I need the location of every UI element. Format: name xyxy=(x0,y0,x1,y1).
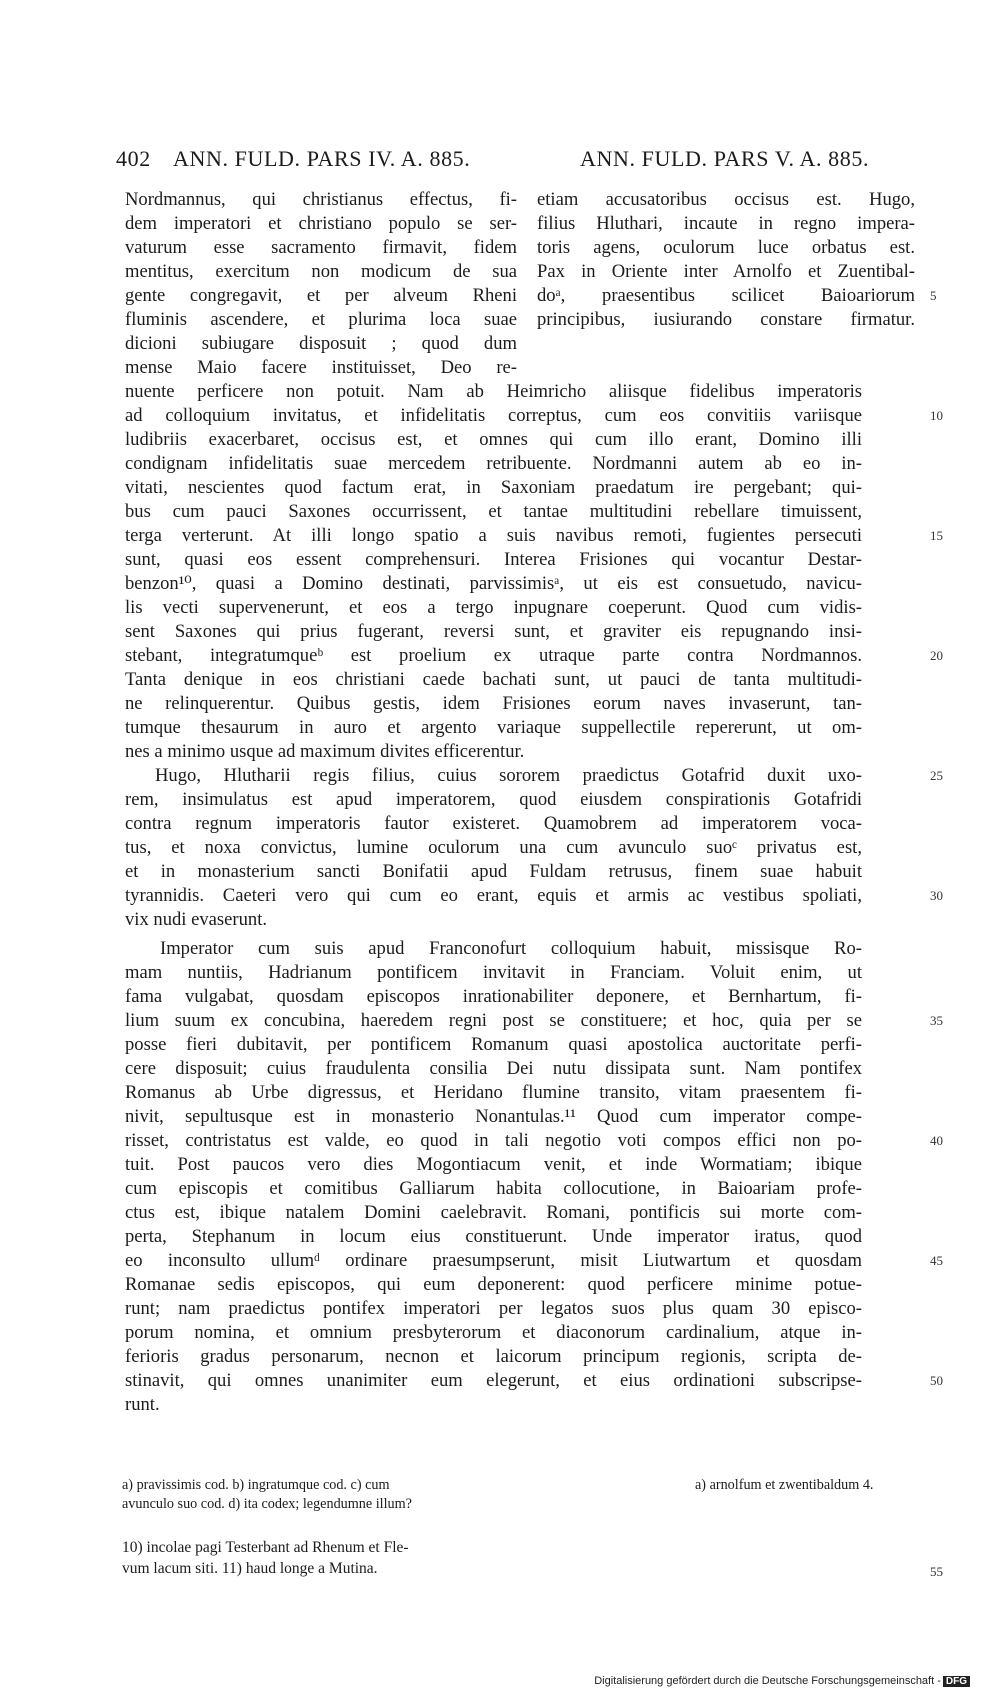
text-line: Romanus ab Urbe digressus, et Heridano flumine transito, vitam praesentem fi- xyxy=(125,1082,862,1103)
text-line: filius Hluthari, incaute in regno impera- xyxy=(537,213,915,234)
text-line: cere disposuit; cuius fraudulenta consilia Dei nutu dissipata sunt. Nam pontifex xyxy=(125,1058,862,1079)
text-line: bus cum pauci Saxones occurrissent, et tantae multitudini rebellare timuissent, xyxy=(125,501,862,522)
text-line: posse fieri dubitavit, per pontificem Romanum quasi apostolica auctoritate perfi- xyxy=(125,1034,862,1055)
text-line: sent Saxones qui prius fugerant, reversi sunt, et graviter eis repugnando insi- xyxy=(125,621,862,642)
text-line: nivit, sepultusque est in monasterio Nonantulas.¹¹ Quod cum imperator compe- xyxy=(125,1106,862,1127)
text-line: lis vecti supervenerunt, et eos a tergo inpugnare coeperunt. Quod cum vidis- xyxy=(125,597,862,618)
text-line: Romanae sedis episcopos, qui eum deponerent: quod perficere minime potue- xyxy=(125,1274,862,1295)
text-line: tyrannidis. Caeteri vero qui cum eo erant, equis et armis ac vestibus spoliati, xyxy=(125,885,862,906)
text-line: tus, et noxa convictus, lumine oculorum una cum avunculo suoᶜ privatus est, xyxy=(125,837,862,858)
text-line: vitati, nescientes quod factum erat, in Saxoniam praedatum ire pergebant; qui- xyxy=(125,477,862,498)
text-line: tumque thesaurum in auro et argento variaque suppellectile repererunt, ut om- xyxy=(125,717,862,738)
text-line: eo inconsulto ullumᵈ ordinare praesumpserunt, misit Liutwartum et quosdam xyxy=(125,1250,862,1271)
line-number: 40 xyxy=(930,1133,943,1148)
text-line: nuente perficere non potuit. Nam ab Heimricho aliisque fidelibus imperatoris xyxy=(125,381,862,402)
text-line: stebant, integratumqueᵇ est proelium ex utraque parte contra Nordmannos. xyxy=(125,645,862,666)
text-line: dem imperatori et christiano populo se ser- xyxy=(125,213,517,234)
line-number: 5 xyxy=(930,288,937,303)
text-line: nes a minimo usque ad maximum divites efficerentur. xyxy=(125,741,525,762)
text-line: condignam infidelitatis suae mercedem retribuente. Nordmanni autem ab eo in- xyxy=(125,453,862,474)
text-line: rem, insimulatus est apud imperatorem, quod eiusdem conspirationis Gotafridi xyxy=(125,789,862,810)
text-line: fama vulgabat, quosdam episcopos inrationabiliter deponere, et Bernhartum, fi- xyxy=(125,986,862,1007)
line-number: 25 xyxy=(930,768,943,783)
text-line: principibus, iusiurando constare firmatur. xyxy=(537,309,915,330)
line-number: 30 xyxy=(930,888,943,903)
text-line: et in monasterium sancti Bonifatii apud Fuldam retrusus, finem suae habuit xyxy=(125,861,862,882)
text-line: lium suum ex concubina, haeredem regni post se constituere; et hoc, quia per se xyxy=(125,1010,862,1031)
footnote-apparatus-right: a) arnolfum et zwentibaldum 4. xyxy=(695,1477,874,1493)
text-line: runt. xyxy=(125,1394,160,1415)
text-line: fluminis ascendere, et plurima loca suae xyxy=(125,309,517,330)
text-line: Tanta denique in eos christiani caede bachati sunt, ut pauci de tanta multitudi- xyxy=(125,669,862,690)
page-number: 402 xyxy=(116,146,151,171)
footnote-apparatus: a) pravissimis cod. b) ingratumque cod. c) cum xyxy=(122,1477,390,1493)
text-line: toris agens, oculorum luce orbatus est. xyxy=(537,237,915,258)
text-line: vix nudi evaserunt. xyxy=(125,909,268,930)
text-line: dicioni subiugare disposuit ; quod dum xyxy=(125,333,517,354)
text-line: porum nomina, et omnium presbyterorum et diaconorum cardinalium, atque in- xyxy=(125,1322,862,1343)
line-number: 20 xyxy=(930,648,943,663)
text-line: sunt, quasi eos essent comprehensuri. Interea Frisiones qui vocantur Destar- xyxy=(125,549,862,570)
text-line: risset, contristatus est valde, eo quod in tali negotio voti compos effici non po- xyxy=(125,1130,862,1151)
line-number: 15 xyxy=(930,528,943,543)
text-line: Nordmannus, qui christianus effectus, fi- xyxy=(125,189,517,210)
text-line: ctus est, ibique natalem Domini caelebravit. Romani, pontificis sui morte com- xyxy=(125,1202,862,1223)
text-line: Imperator cum suis apud Franconofurt colloquium habuit, missisque Ro- xyxy=(160,938,862,959)
text-line: runt; nam praedictus pontifex imperatori per legatos suos plus quam 30 episco- xyxy=(125,1298,862,1319)
line-number: 55 xyxy=(930,1564,943,1579)
running-title-right: ANN. FULD. PARS V. A. 885. xyxy=(580,146,870,171)
line-number: 50 xyxy=(930,1373,943,1388)
text-line: vaturum esse sacramento firmavit, fidem xyxy=(125,237,517,258)
text-line: tuit. Post paucos vero dies Mogontiacum venit, et inde Wormatiam; ibique xyxy=(125,1154,862,1175)
line-number: 10 xyxy=(930,408,943,423)
dfg-logo: DFG xyxy=(943,1676,970,1687)
footnote-commentary: vum lacum siti. 11) haud longe a Mutina. xyxy=(122,1560,378,1577)
text-line: Hugo, Hlutharii regis filius, cuius sororem praedictus Gotafrid duxit uxo- xyxy=(155,765,862,786)
text-line: Pax in Oriente inter Arnolfo et Zuentibal- xyxy=(537,261,915,282)
footnote-commentary: 10) incolae pagi Testerbant ad Rhenum et Fle- xyxy=(122,1539,409,1556)
text-line: mentitus, exercitum non modicum de sua xyxy=(125,261,517,282)
text-line: ludibriis exacerbaret, occisus est, et omnes qui cum illo erant, Domino illi xyxy=(125,429,862,450)
running-title-left: ANN. FULD. PARS IV. A. 885. xyxy=(173,146,471,171)
text-line: cum episcopis et comitibus Galliarum habita collocutione, in Baioariam profe- xyxy=(125,1178,862,1199)
line-number: 35 xyxy=(930,1013,943,1028)
text-line: perta, Stephanum in locum eius constituerunt. Unde imperator iratus, quod xyxy=(125,1226,862,1247)
text-line: contra regnum imperatoris fautor existeret. Quamobrem ad imperatorem voca- xyxy=(125,813,862,834)
footnote-apparatus: avunculo suo cod. d) ita codex; legendumne illum? xyxy=(122,1496,412,1512)
text-line: terga verterunt. At illi longo spatio a suis navibus remoti, fugientes persecuti xyxy=(125,525,862,546)
text-line: mense Maio facere instituisset, Deo re- xyxy=(125,357,517,378)
text-line: benzon¹⁰, quasi a Domino destinati, parvissimisᵃ, ut eis est consuetudo, navicu- xyxy=(125,573,862,594)
digitization-credit xyxy=(594,1675,970,1687)
text-line: ferioris gradus personarum, necnon et laicorum principum regionis, scripta de- xyxy=(125,1346,862,1367)
credit-text: Digitalisierung gefördert durch die Deutsche Forschungsgemeinschaft - xyxy=(594,1675,941,1687)
text-line: ne relinquerentur. Quibus gestis, idem Frisiones eorum naves invaserunt, tan- xyxy=(125,693,862,714)
text-line: etiam accusatoribus occisus est. Hugo, xyxy=(537,189,915,210)
text-line: ad colloquium invitatus, et infidelitatis correptus, cum eos convitiis variisque xyxy=(125,405,862,426)
text-line: stinavit, qui omnes unanimiter eum elegerunt, et eius ordinationi subscripse- xyxy=(125,1370,862,1391)
text-line: gente congregavit, et per alveum Rheni xyxy=(125,285,517,306)
line-number: 45 xyxy=(930,1253,943,1268)
text-line: doᵃ, praesentibus scilicet Baioariorum xyxy=(537,285,915,306)
text-line: mam nuntiis, Hadrianum pontificem invitavit in Franciam. Voluit enim, ut xyxy=(125,962,862,983)
